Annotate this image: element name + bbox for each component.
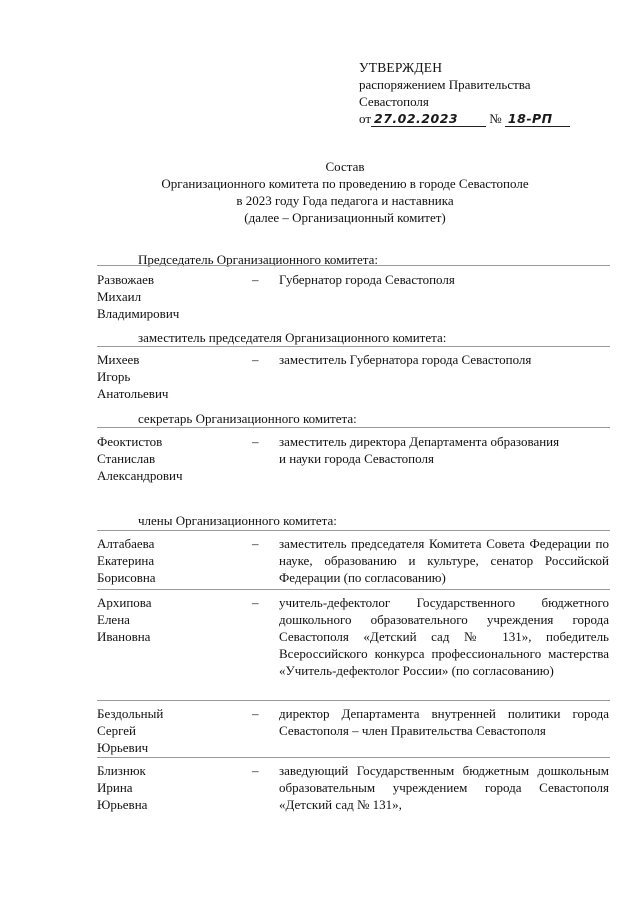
title-line-1: Состав [325, 159, 365, 174]
dash: – [252, 352, 259, 367]
divider [97, 757, 610, 758]
title-line-4: (далее – Организационный комитет) [244, 210, 446, 225]
surname: Алтабаева [97, 536, 155, 551]
member-name [97, 271, 237, 322]
surname: Развожаев [97, 272, 155, 287]
divider [97, 427, 610, 428]
date-prefix: от [359, 111, 372, 126]
approval-date-line [359, 110, 599, 127]
divider [97, 530, 610, 531]
section-secretary: секретарь Организационного комитета: [138, 411, 357, 426]
member-name [97, 535, 237, 586]
divider [97, 265, 610, 266]
patronymic: Юрьевич [97, 740, 149, 755]
approval-line-2: Севастополя [359, 94, 429, 109]
surname: Близнюк [97, 763, 146, 778]
approval-number: 18-РП [507, 111, 553, 126]
first-name: Игорь [97, 369, 131, 384]
member-name [97, 594, 237, 645]
surname: Михеев [97, 352, 140, 367]
divider [97, 700, 610, 701]
first-name: Станислав [97, 451, 156, 466]
patronymic: Анатольевич [97, 386, 169, 401]
first-name: Екатерина [97, 553, 155, 568]
member-name [97, 762, 237, 813]
dash: – [252, 536, 259, 551]
number-prefix: № [489, 111, 502, 126]
first-name: Елена [97, 612, 130, 627]
surname: Феоктистов [97, 434, 163, 449]
divider [97, 589, 610, 590]
dash: – [252, 706, 259, 721]
patronymic: Юрьевна [97, 797, 148, 812]
patronymic: Александрович [97, 468, 183, 483]
position-line: заместитель Губернатора города Севастополя [279, 352, 532, 367]
member-position [279, 351, 609, 368]
approval-title: УТВЕРЖДЕН [359, 60, 443, 75]
section-members: члены Организационного комитета: [138, 513, 337, 528]
position-line: Губернатор города Севастополя [279, 272, 455, 287]
first-name: Сергей [97, 723, 136, 738]
member-position [279, 433, 609, 467]
member-name [97, 433, 237, 484]
approval-stamp [359, 59, 599, 127]
divider [97, 346, 610, 347]
section-deputy: заместитель председателя Организационного комитета: [138, 330, 447, 345]
member-name [97, 351, 237, 402]
dash: – [252, 763, 259, 778]
member-position: учитель-дефектолог Государственного бюджетного дошкольного образовательного учреждения города Севастополя «Детский сад № 131», победитель Всероссийского конкурса профессионального мастерства «Учитель-дефектолог России» (по согласованию) [279, 595, 609, 678]
patronymic: Владимирович [97, 306, 180, 321]
title-line-3: в 2023 году Года педагога и наставника [236, 193, 454, 208]
patronymic: Борисовна [97, 570, 156, 585]
approval-date: 27.02.2023 [374, 111, 459, 126]
document-title [80, 158, 610, 226]
position-line: заместитель директора Департамента образования [279, 434, 560, 449]
section-chair: Председатель Организационного комитета: [138, 252, 378, 267]
member-position [279, 271, 609, 288]
first-name: Ирина [97, 780, 133, 795]
member-position: заместитель председателя Комитета Совета Федерации по науке, образованию и культуре, сенатор Российской Федерации (по согласованию) [279, 536, 609, 585]
dash: – [252, 272, 259, 287]
title-line-2: Организационного комитета по проведению в городе Севастополе [161, 176, 529, 191]
dash: – [252, 595, 259, 610]
patronymic: Ивановна [97, 629, 151, 644]
member-name [97, 705, 237, 756]
member-position: директор Департамента внутренней политики города Севастополя – член Правительства Севастополя [279, 706, 609, 738]
member-position: заведующий Государственным бюджетным дошкольным образовательным учреждением города Севастополя «Детский сад № 131», [279, 763, 609, 812]
approval-line-1: распоряжением Правительства [359, 77, 531, 92]
position-line: и науки города Севастополя [279, 451, 434, 466]
first-name: Михаил [97, 289, 142, 304]
surname: Архипова [97, 595, 152, 610]
surname: Бездольный [97, 706, 164, 721]
dash: – [252, 434, 259, 449]
